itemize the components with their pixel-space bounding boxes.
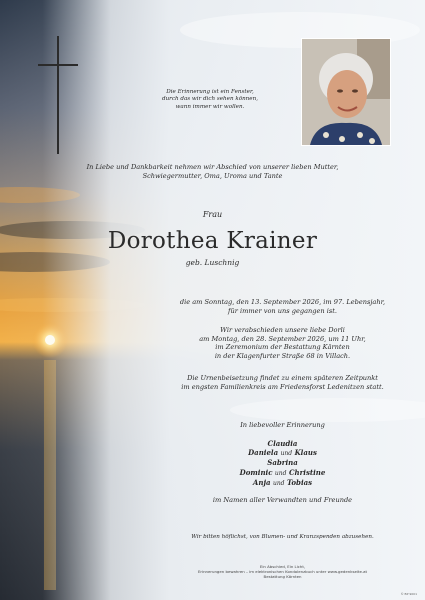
mourner-line <box>140 448 425 458</box>
cross-horizontal <box>38 64 78 66</box>
portrait-image <box>302 39 390 145</box>
urn-line: im engsten Familienkreis am Friedensforst Ledenitzen statt. <box>181 382 384 391</box>
footer <box>140 564 425 579</box>
salutation: Frau <box>202 210 223 219</box>
mourner-line <box>140 439 425 448</box>
deceased-name: Dorothea Krainer <box>107 228 318 254</box>
cross-vertical <box>57 36 59 154</box>
maiden-name: geb. Luschnig <box>185 258 240 267</box>
farewell-line: Wir verabschieden unsere liebe Dorli <box>220 326 345 334</box>
farewell-line: in der Klagenfurter Straße 68 in Villach. <box>214 351 351 360</box>
mourners-list <box>140 439 425 488</box>
passing-line: für immer von uns gegangen ist. <box>228 306 337 315</box>
urn-line: Die Urnenbeisetzung findet zu einem späteren Zeitpunkt <box>187 374 378 382</box>
quote-line: Die Erinnerung ist ein Fenster, <box>166 89 254 95</box>
mourner: Sabrina <box>267 458 298 468</box>
mourner-line <box>140 478 425 488</box>
quote-line: durch das wir dich sehen können, <box>162 96 258 103</box>
footer-line: Bestattung Kärnten <box>263 574 302 579</box>
passing-line: die am Sonntag, den 13. September 2026, im 97. Lebensjahr, <box>179 298 386 306</box>
flower-request: Wir bitten höflichst, von Blumen- und Kranzspenden abzusehen. <box>191 534 374 540</box>
footer-condolence-link[interactable]: Erinnerungen bewahren – im elektronischen Kondolenzbuch unter www.gedenkseite.at <box>197 569 368 574</box>
mourner: Daniela <box>248 448 279 458</box>
passing-notice <box>140 298 425 315</box>
mourner: Tobias <box>286 477 313 487</box>
mourner: Christine <box>288 467 326 477</box>
conjunction: und <box>272 479 285 487</box>
quote <box>110 89 310 111</box>
mourner-line <box>140 468 425 478</box>
intro-text <box>20 163 405 180</box>
relatives-line: im Namen aller Verwandten und Freunde <box>212 496 353 504</box>
footer-line: Ein Abschied, Ein Licht, <box>259 564 306 569</box>
farewell-notice <box>140 326 425 360</box>
conjunction: und <box>274 469 287 477</box>
urn-notice <box>140 374 425 391</box>
mourner: Klaus <box>294 448 317 458</box>
farewell-line: im Zeremonium der Bestattung Kärnten <box>215 343 350 352</box>
conjunction: und <box>280 450 293 458</box>
farewell-line: am Montag, den 28. September 2026, um 11 Uhr, <box>199 334 366 343</box>
mourner: Claudia <box>267 439 298 448</box>
mourner: Anja <box>252 477 271 487</box>
mourner-line <box>140 458 425 467</box>
portrait-photo <box>301 38 391 146</box>
mourner: Dominic <box>239 467 273 477</box>
intro-line: In Liebe und Dankbarkeit nehmen wir Abschied von unserer lieben Mutter, <box>86 163 339 171</box>
document-code: © BP 9001 <box>400 592 417 596</box>
quote-line: wann immer wir wollen. <box>175 103 245 110</box>
intro-line: Schwiegermutter, Oma, Uroma und Tante <box>142 171 283 180</box>
memory-heading: In liebevoller Erinnerung <box>240 421 325 429</box>
